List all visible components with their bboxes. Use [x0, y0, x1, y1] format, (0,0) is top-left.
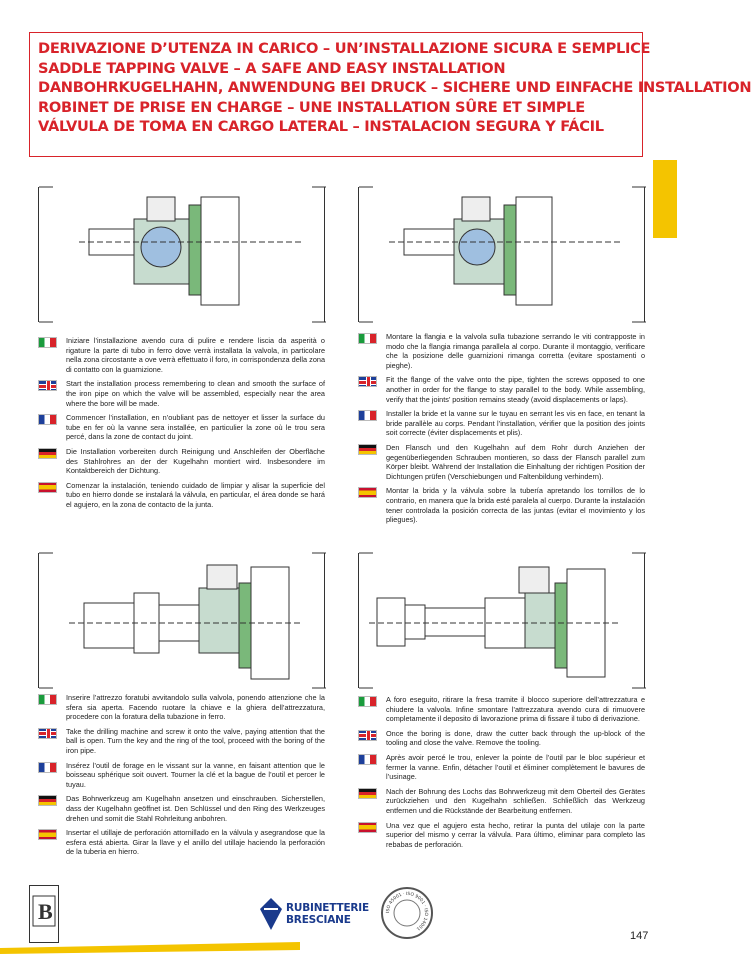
france-flag-icon — [38, 414, 57, 425]
text-de: Den Flansch und den Kugelhahn auf dem Rohr durch Anziehen der gegenüberliegenden Schrauben montieren, so dass der Flansch parallel zum Körper bleibt. Während der Installation die Einhaltung der richtigen Position der Dichtungen prüfen (Verschiebungen und Faltenbildung verhindern). — [386, 442, 645, 481]
lang-row-it — [358, 695, 645, 724]
germany-flag-icon — [358, 444, 377, 455]
title-line-it: DERIVAZIONE D’UTENZA IN CARICO – UN’INSTALLAZIONE SICURA E SEMPLICE — [38, 40, 651, 57]
uk-flag-icon — [358, 730, 377, 741]
valve-drawing-2 — [359, 187, 646, 322]
figure-step-2 — [358, 187, 645, 322]
text-en: Fit the flange of the valve onto the pipe, tighten the screws opposed to one another in order for the flange to stay parallel to the body. While assembling, verify that the joints’ position remains steady (avoid displacements or laps). — [386, 375, 645, 404]
france-flag-icon — [358, 754, 377, 765]
brand-mark-icon — [258, 896, 284, 932]
b-logo-icon — [30, 886, 58, 942]
lang-row-fr — [358, 409, 645, 438]
lang-row-en — [358, 729, 645, 748]
valve-drawing-4 — [359, 553, 646, 688]
text-en: Once the boring is done, draw the cutter back through the up-block of the tooling and close the valve. Remove the tooling. — [386, 728, 645, 748]
valve-drawing-1 — [39, 187, 326, 322]
title-line-es: VÁLVULA DE TOMA EN CARGO LATERAL – INSTALACION SEGURA Y FÁCIL — [38, 118, 604, 136]
lang-row-it — [358, 332, 645, 370]
italy-flag-icon — [358, 333, 377, 344]
spain-flag-icon — [358, 822, 377, 833]
germany-flag-icon — [38, 448, 57, 459]
lang-row-en — [38, 379, 325, 408]
germany-flag-icon — [38, 795, 57, 806]
brand-name — [286, 902, 369, 926]
figure-step-1 — [38, 187, 325, 322]
lang-row-it — [38, 693, 325, 722]
title-box — [29, 32, 751, 157]
spain-flag-icon — [38, 829, 57, 840]
lang-row-es — [38, 481, 325, 510]
valve-drawing-3 — [39, 553, 326, 688]
lang-row-de — [358, 787, 645, 816]
uk-flag-icon — [38, 380, 57, 391]
text-es: Una vez que el agujero esta hecho, retirar la punta del utilaje con la parte superior del mismo y cerrar la válvula. Para último, eliminar para completo las rebabas de perforación. — [386, 820, 645, 849]
text-en: Take the drilling machine and screw it onto the valve, paying attention that the ball is open. Turn the key and the ring of the tool, proceed with the boring of the iron pipe. — [66, 726, 325, 755]
lang-row-it — [38, 336, 325, 374]
text-de: Das Bohrwerkzeug am Kugelhahn ansetzen und einschrauben. Sicherstellen, dass der Kugelhahn geöffnet ist. Den Schlüssel und den Ring des Werkzeuges drehen und somit die Stahl Rohrleitung anbohren. — [66, 794, 325, 823]
certification-seal-icon — [383, 889, 431, 937]
text-es: Montar la brida y la válvula sobre la tubería apretando los tornillos de lo contrario, en manera que la brida esté paralela al cuerpo. Durante la instalación tener controlada la posición correcta de las juntas (evitar el movimiento y los pliegues). — [386, 486, 645, 525]
text-de: Nach der Bohrung des Lochs das Bohrwerkzeug mit dem Oberteil des Gerätes zurückziehen und den Kugelhahn schließen. Schließlich das Werkzeug entfernen und die Rückstände der Bearbeitung entfernen. — [386, 786, 645, 815]
text-it: Inserire l’attrezzo foratubi avvitandolo sulla valvola, ponendo attenzione che la sfera sia aperta. Facendo ruotare la chiave e la ghiera dell’attrezzatura, procedere con la foratura della tubazione in ferro. — [66, 693, 325, 722]
lang-row-fr — [38, 413, 325, 442]
lang-row-en — [38, 727, 325, 756]
lang-row-es — [358, 821, 645, 850]
italy-flag-icon — [38, 337, 57, 348]
title-line-fr: ROBINET DE PRISE EN CHARGE – UNE INSTALLATION SÛRE ET SIMPLE — [38, 98, 585, 116]
lang-row-fr — [358, 753, 645, 782]
france-flag-icon — [358, 410, 377, 421]
text-fr: Après avoir percé le trou, enlever la pointe de l’outil par le bloc supérieur et fermer la vanne. Enfin, détacher l’outil et éliminer complètement le bavures de l’usinage. — [386, 752, 645, 782]
brand-line-2: BRESCIANE — [286, 914, 351, 926]
company-badge-logo — [29, 885, 59, 943]
text-es: Comenzar la instalación, teniendo cuidado de limpiar y alisar la superficie del tubo en hierro donde se instalará la válvula, en particular, el área donde se hará el agujero, en la zona de contacto de la junta. — [66, 480, 325, 509]
figure-step-4 — [358, 553, 645, 688]
text-es: Insertar el utillaje de perforación attornillado en la válvula y asegrandose que la esfera está abierta. Girar la llave y el anillo del utillaje haciendo la perforación de la tuberia en hierro. — [66, 828, 325, 857]
uk-flag-icon — [38, 728, 57, 739]
uk-flag-icon — [358, 376, 377, 387]
instructions-step-2 — [358, 332, 645, 530]
footer-hazard-stripe — [0, 940, 300, 958]
text-en: Start the installation process remembering to clean and smooth the surface of the iron pipe on which the valve will be assembled, especially near the area where the bore will be made. — [66, 379, 325, 408]
instructions-step-1 — [38, 336, 325, 515]
italy-flag-icon — [38, 694, 57, 705]
text-it: Montare la flangia e la valvola sulla tubazione serrando le viti contrapposte in modo che la flangia rimanga parallela al corpo. Durante il montaggio, verificare che la posizione delle guarnizioni rimanga corretta (evitare spostamenti o pieghe). — [386, 332, 645, 370]
section-tab — [653, 160, 677, 238]
lang-row-de — [38, 794, 325, 823]
text-fr: Insérez l’outil de forage en le vissant sur la vanne, en faisant attention que le boisseau sphérique soit ouvert. Tourner la clé et la bague de l’outil et percer le tuyau. — [66, 760, 325, 789]
france-flag-icon — [38, 762, 57, 773]
lang-row-en — [358, 375, 645, 404]
brand-line-1: RUBINETTERIE — [286, 902, 369, 914]
title-line-en: SADDLE TAPPING VALVE – A SAFE AND EASY INSTALLATION — [38, 59, 506, 77]
text-fr: Installer la bride et la vanne sur le tuyau en serrant les vis en face, en tenant la bride parallèle au corps. Pendant l’installation, vérifier que la position des joints soit correcte (éviter displacements et plis). — [386, 409, 645, 438]
spain-flag-icon — [38, 482, 57, 493]
germany-flag-icon — [358, 788, 377, 799]
title-line-de: DANBOHRKUGELHAHN, ANWENDUNG BEI DRUCK – SICHERE UND EINFACHE INSTALLATION — [38, 79, 751, 97]
iso-certification-badge — [381, 887, 433, 939]
lang-row-es — [38, 828, 325, 857]
italy-flag-icon — [358, 696, 377, 707]
text-it: Iniziare l’installazione avendo cura di pulire e rendere liscia da asperità o rigature la parte di tubo in ferro dove verrà installata la valvola, in particolare nella zona circostante a ove verrà effettuato il foro, in corrispondenza della zona di contatto con la guarnizione. — [66, 336, 325, 374]
iso-text: ISO 45001 · ISO 9001 · ISO 14001 — [385, 891, 429, 931]
svg-text:B: B — [38, 899, 53, 924]
text-de: Die Installation vorbereiten durch Reinigung und Anschleifen der Oberfläche des Stahlrohres an der der Kugelhahn montiert wird. Insbesondere im Kontaktbereich der Dichtung. — [66, 446, 325, 476]
lang-row-de — [38, 447, 325, 476]
text-it: A foro eseguito, ritirare la fresa tramite il blocco superiore dell’attrezzatura e chiudere la valvola. Infine smontare l’attrezzatura avendo cura di rimuovere completamente il deposito di lavorazione prima di fissare il tubo di derivazione. — [386, 695, 645, 724]
lang-row-es — [358, 486, 645, 524]
text-fr: Commencer l’installation, en n’oubliant pas de nettoyer et lisser la surface du tube en fer où la vanne sera installée, en particulier la zone où le trou sera percé, dans la zone de contact du joint. — [66, 413, 325, 442]
lang-row-fr — [38, 761, 325, 790]
lang-row-de — [358, 443, 645, 481]
instructions-step-4 — [358, 695, 645, 854]
spain-flag-icon — [358, 487, 377, 498]
page-number: 147 — [630, 930, 649, 942]
instructions-step-3 — [38, 693, 325, 862]
brand-logo — [258, 896, 368, 936]
figure-step-3 — [38, 553, 325, 688]
